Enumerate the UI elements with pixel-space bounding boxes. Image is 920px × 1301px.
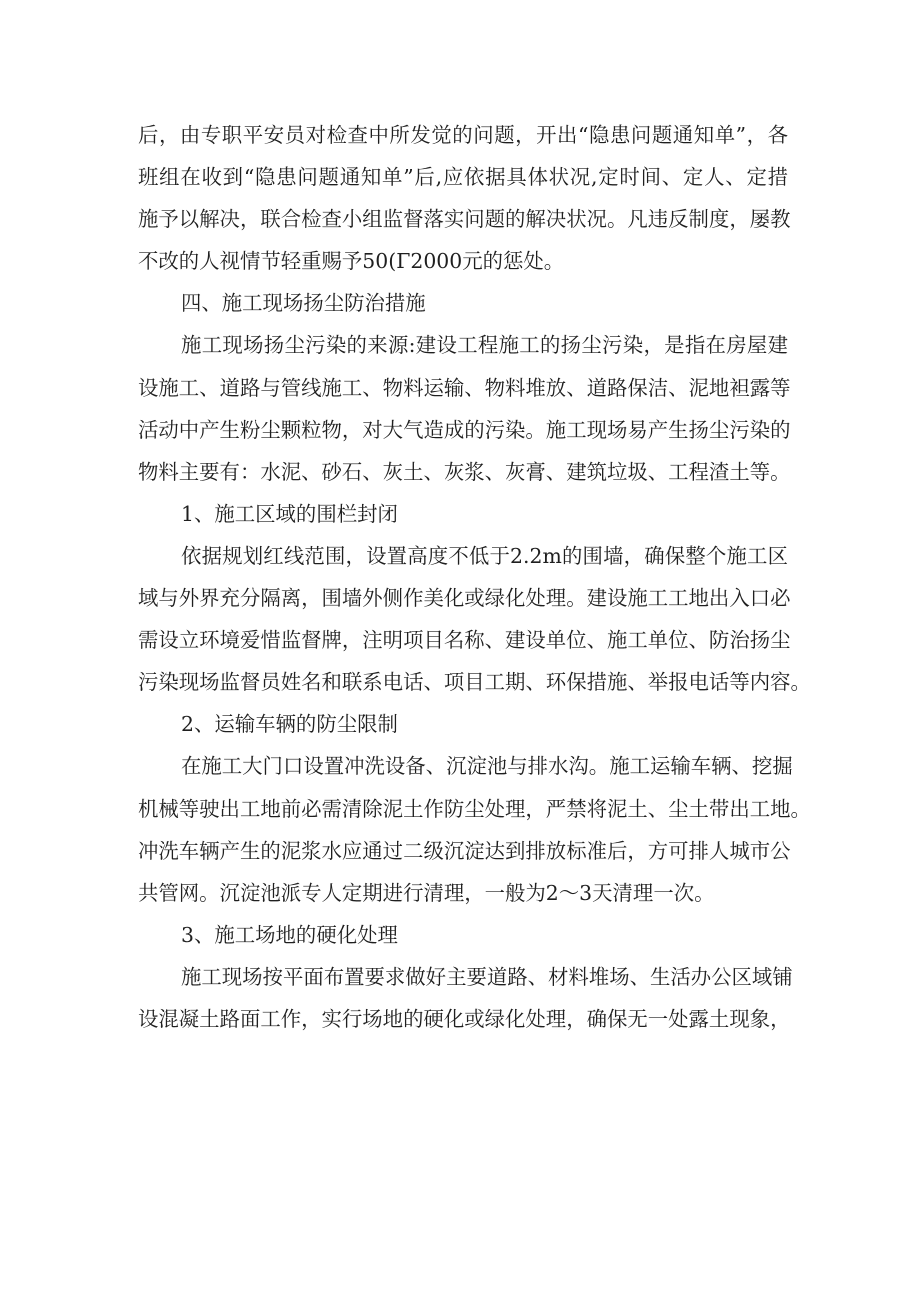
text-line: 后，由专职平安员对检查中所发觉的问题，开出“隐患问题通知单”，各 [138, 123, 788, 147]
subsection-heading: 2、运输车辆的防尘限制 [181, 712, 398, 737]
text-line: 依据规划红线范围，设置高度不低于2.2m的围墙，确保整个施工区 [181, 543, 788, 568]
text-line: 共管网。沉淀池派专人定期进行清理，一般为2～3天清理一次。 [138, 880, 715, 905]
text-line: 活动中产生粉尘颗粒物，对大气造成的污染。施工现场易产生扬尘污染的 [138, 417, 791, 442]
text-line: 施予以解决，联合检查小组监督落实问题的解决状况。凡违反制度，屡教 [138, 207, 791, 232]
subsection-heading: 3、施工场地的硬化处理 [181, 922, 398, 947]
text-line: 冲洗车辆产生的泥浆水应通过二级沉淀达到排放标准后，方可排人城市公 [138, 838, 791, 863]
text-line: 设施工、道路与管线施工、物料运输、物料堆放、道路保洁、泥地袒露等 [138, 375, 791, 400]
text-line: 不改的人视情节轻重赐予50(Γ2000元的惩处。 [138, 249, 565, 274]
text-line: 需设立环境爱惜监督牌，注明项目名称、建设单位、施工单位、防治扬尘 [138, 628, 791, 653]
subsection-heading: 1、施工区域的围栏封闭 [181, 501, 398, 526]
text-line: 机械等驶出工地前必需清除泥土作防尘处理，严禁将泥土、尘土带出工地。 [138, 796, 811, 821]
text-line: 物料主要有：水泥、砂石、灰土、灰浆、灰膏、建筑垃圾、工程渣土等。 [138, 459, 791, 484]
text-line: 班组在收到“隐患问题通知单”后,应依据具体状况,定时间、定人、定措 [138, 165, 788, 190]
text-line: 施工现场按平面布置要求做好主要道路、材料堆场、生活办公区域铺 [181, 964, 793, 989]
section-heading: 四、施工现场扬尘防治措施 [181, 291, 426, 316]
text-line: 污染现场监督员姓名和联系电话、项目工期、环保措施、举报电话等内容。 [138, 670, 811, 695]
text-line: 施工现场扬尘污染的来源:建设工程施工的扬尘污染，是指在房屋建 [181, 333, 788, 358]
document-page [138, 114, 811, 1040]
text-line: 设混凝土路面工作，实行场地的硬化或绿化处理，确保无一处露土现象， [138, 1006, 791, 1031]
text-line: 在施工大门口设置冲洗设备、沉淀池与排水沟。施工运输车辆、挖掘 [181, 754, 793, 779]
text-line: 域与外界充分隔离，围墙外侧作美化或绿化处理。建设施工工地出入口必 [138, 586, 791, 611]
